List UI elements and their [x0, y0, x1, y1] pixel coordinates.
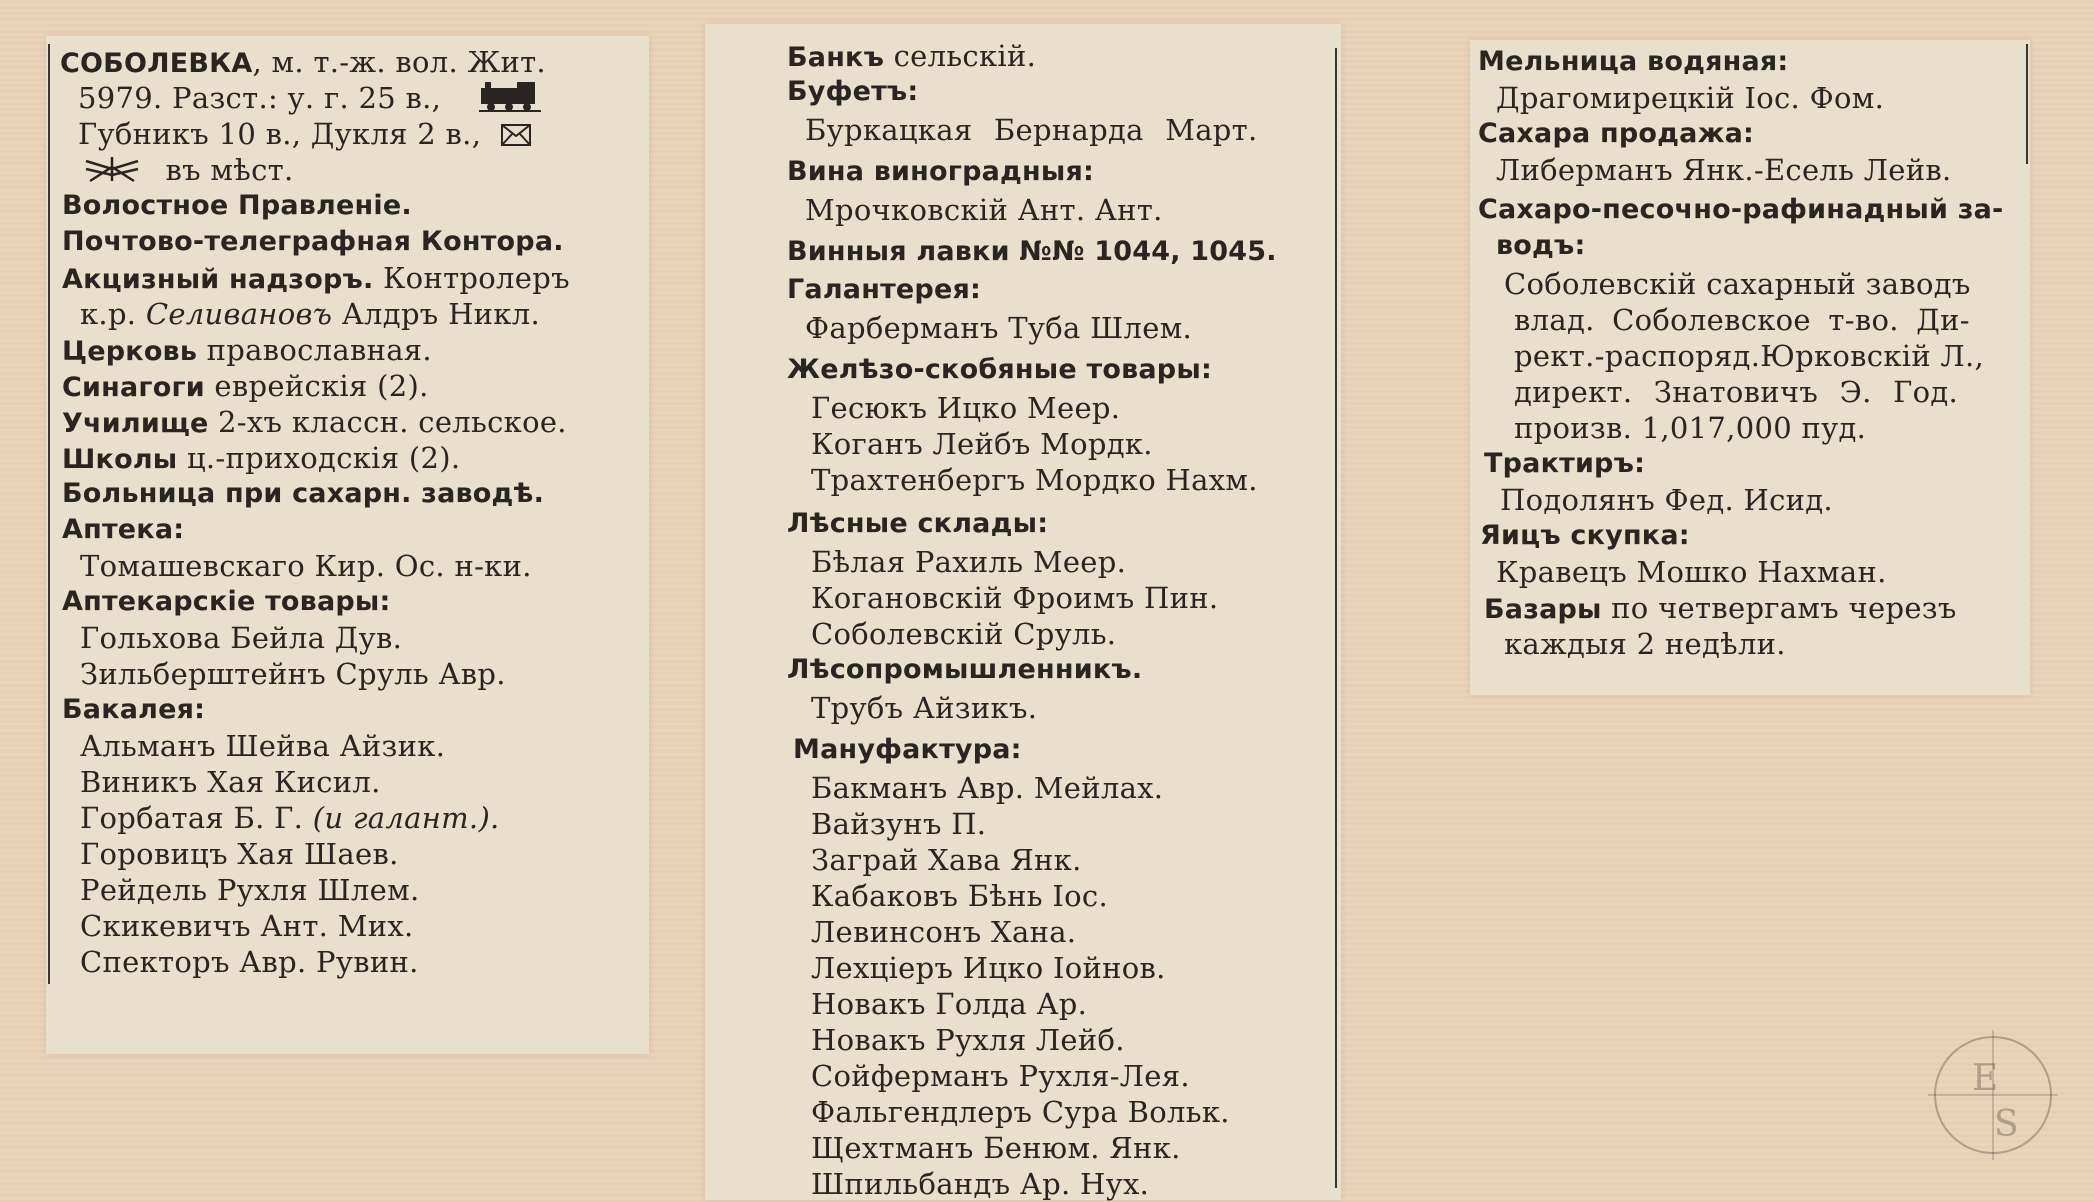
- timber-industrialist-entry: Трубъ Айзикъ.: [811, 691, 1038, 725]
- tavern-entry: Подолянъ Фед. Исид.: [1500, 483, 1833, 517]
- column-2: [705, 24, 1341, 1200]
- manufactory-heading: Мануфактура:: [793, 734, 1022, 765]
- volost-heading: Волостное Правленіе.: [62, 190, 412, 221]
- stamp-letter-e: E: [1972, 1058, 1999, 1099]
- town-line-2: 5979. Разст.: у. г. 25 в.,: [78, 80, 543, 116]
- watermark-stamp: [1928, 1030, 2058, 1164]
- mill-entry: Драгомирецкій Іос. Фом.: [1496, 81, 1885, 115]
- pharmacy-heading: Аптека:: [62, 514, 185, 545]
- grocery-entry: Виникъ Хая Кисил.: [80, 765, 381, 799]
- mill-heading: Мельница водяная:: [1478, 46, 1789, 77]
- timber-entry: Соболевскій Сруль.: [811, 617, 1117, 651]
- hospital-heading: Больница при сахарн. заводѣ.: [62, 478, 545, 509]
- manufactory-entry: Кабаковъ Бѣнь Іос.: [811, 879, 1108, 913]
- hardware-heading: Желѣзо-скобяные товары:: [787, 354, 1212, 385]
- sugar-plant-line: рект.-распоряд.Юрковскій Л.,: [1514, 339, 1985, 373]
- manufactory-entry: Левинсонъ Хана.: [811, 915, 1077, 949]
- excise-line-1: Акцизный надзоръ. Контролеръ: [62, 261, 570, 295]
- manufactory-entry: Заграй Хава Янк.: [811, 843, 1082, 877]
- school-line-1: Училище 2-хъ классн. сельское.: [62, 405, 567, 439]
- column-1: [46, 36, 649, 1054]
- haberdashery-entry: Фарберманъ Туба Шлем.: [805, 311, 1193, 345]
- stamp-letter-s: S: [1994, 1104, 2019, 1145]
- manufactory-entry: Щехтманъ Бенюм. Янк.: [811, 1131, 1181, 1165]
- column-1-rule: [48, 44, 50, 984]
- grocery-heading: Бакалея:: [62, 694, 206, 725]
- manufactory-entry: Фальгендлеръ Сура Вольк.: [811, 1095, 1230, 1129]
- church-line: Церковь православная.: [62, 333, 432, 367]
- sugar-plant-line: Соболевскій сахарный заводъ: [1504, 267, 1971, 301]
- manufactory-entry: Лехціеръ Ицко Іойнов.: [811, 951, 1166, 985]
- pharm-goods-entry: Гольхова Бейла Дув.: [80, 621, 403, 655]
- town-line-3: Губникъ 10 в., Дукля 2 в.,: [78, 116, 531, 152]
- wine-shops-heading: Винныя лавки №№ 1044, 1045.: [787, 236, 1277, 267]
- manufactory-entry: Новакъ Голда Ар.: [811, 987, 1088, 1021]
- manufactory-entry: Сойферманъ Рухля-Лея.: [811, 1059, 1190, 1093]
- sugar-plant-line: произв. 1,017,000 пуд.: [1514, 411, 1867, 445]
- sugar-plant-line: директ. Знатовичъ Э. Год.: [1514, 375, 1959, 409]
- hardware-entry: Гесюкъ Ицко Меер.: [811, 391, 1121, 425]
- grocery-entry: Спекторъ Авр. Рувин.: [80, 945, 419, 979]
- excise-line-2: к.р. Селивановъ Алдръ Никл.: [80, 297, 540, 331]
- grocery-entry: Рейдель Рухля Шлем.: [80, 873, 420, 907]
- envelope-icon: [501, 118, 531, 154]
- wine-entry: Мрочковскій Ант. Ант.: [805, 193, 1163, 227]
- town-line-4: въ мѣст.: [82, 152, 293, 188]
- column-3: [1470, 40, 2030, 695]
- synagogue-line: Синагоги еврейскія (2).: [62, 369, 429, 403]
- column-3-rule: [2026, 44, 2028, 164]
- eggs-entry: Кравецъ Мошко Нахман.: [1496, 555, 1887, 589]
- bazaar-line-1: Базары по четвергамъ черезъ: [1484, 591, 1957, 625]
- telegraph-icon: [82, 153, 142, 191]
- school-line-2: Школы ц.-приходскія (2).: [62, 441, 461, 475]
- pharm-goods-entry: Зильберштейнъ Сруль Авр.: [80, 657, 506, 691]
- sugar-plant-heading-1: Сахаро-песочно-рафинадный за-: [1478, 194, 2004, 225]
- wine-heading: Вина виноградныя:: [787, 156, 1095, 187]
- town-header: СОБОЛЕВКА, м. т.-ж. вол. Жит.: [60, 45, 546, 79]
- bank-line: Банкъ сельскій.: [787, 39, 1037, 73]
- town-name: СОБОЛЕВКА: [60, 48, 253, 79]
- train-icon: [479, 80, 543, 120]
- bazaar-line-2: каждыя 2 недѣли.: [1504, 627, 1786, 661]
- haberdashery-heading: Галантерея:: [787, 274, 982, 305]
- sugar-plant-line: влад. Соболевское т-во. Ди-: [1514, 303, 1970, 337]
- grocery-entry: Горовицъ Хая Шаев.: [80, 837, 399, 871]
- column-2-rule: [1335, 48, 1337, 1188]
- buffet-entry: Буркацкая Бернарда Март.: [805, 113, 1258, 147]
- hardware-entry: Трахтенбергъ Мордко Нахм.: [811, 463, 1258, 497]
- manufactory-entry: Новакъ Рухля Лейб.: [811, 1023, 1125, 1057]
- timber-entry: Бѣлая Рахиль Меер.: [811, 545, 1127, 579]
- timber-heading: Лѣсные склады:: [787, 508, 1049, 539]
- pharm-goods-heading: Аптекарскіе товары:: [62, 586, 391, 617]
- timber-entry: Когановскій Фроимъ Пин.: [811, 581, 1219, 615]
- sugar-sale-heading: Сахара продажа:: [1478, 118, 1755, 149]
- grocery-entry: Горбатая Б. Г. (и галант.).: [80, 801, 500, 835]
- eggs-heading: Яицъ скупка:: [1480, 520, 1690, 551]
- tavern-heading: Трактиръ:: [1484, 448, 1646, 479]
- pharmacy-entry: Томашевскаго Кир. Ос. н-ки.: [80, 549, 532, 583]
- manufactory-entry: Вайзунъ П.: [811, 807, 987, 841]
- post-heading: Почтово-телеграфная Контора.: [62, 226, 564, 257]
- grocery-entry: Скикевичъ Ант. Мих.: [80, 909, 414, 943]
- sugar-plant-heading-2: водъ:: [1496, 230, 1586, 261]
- grocery-entry: Альманъ Шейва Айзик.: [80, 729, 446, 763]
- hardware-entry: Коганъ Лейбъ Мордк.: [811, 427, 1153, 461]
- buffet-heading: Буфетъ:: [787, 76, 919, 107]
- sugar-sale-entry: Либерманъ Янк.-Есель Лейв.: [1496, 153, 1952, 187]
- manufactory-entry: Бакманъ Авр. Мейлах.: [811, 771, 1164, 805]
- manufactory-entry: Шпильбандъ Ар. Нух.: [811, 1167, 1150, 1201]
- timber-industrialist-heading: Лѣсопромышленникъ.: [787, 654, 1143, 685]
